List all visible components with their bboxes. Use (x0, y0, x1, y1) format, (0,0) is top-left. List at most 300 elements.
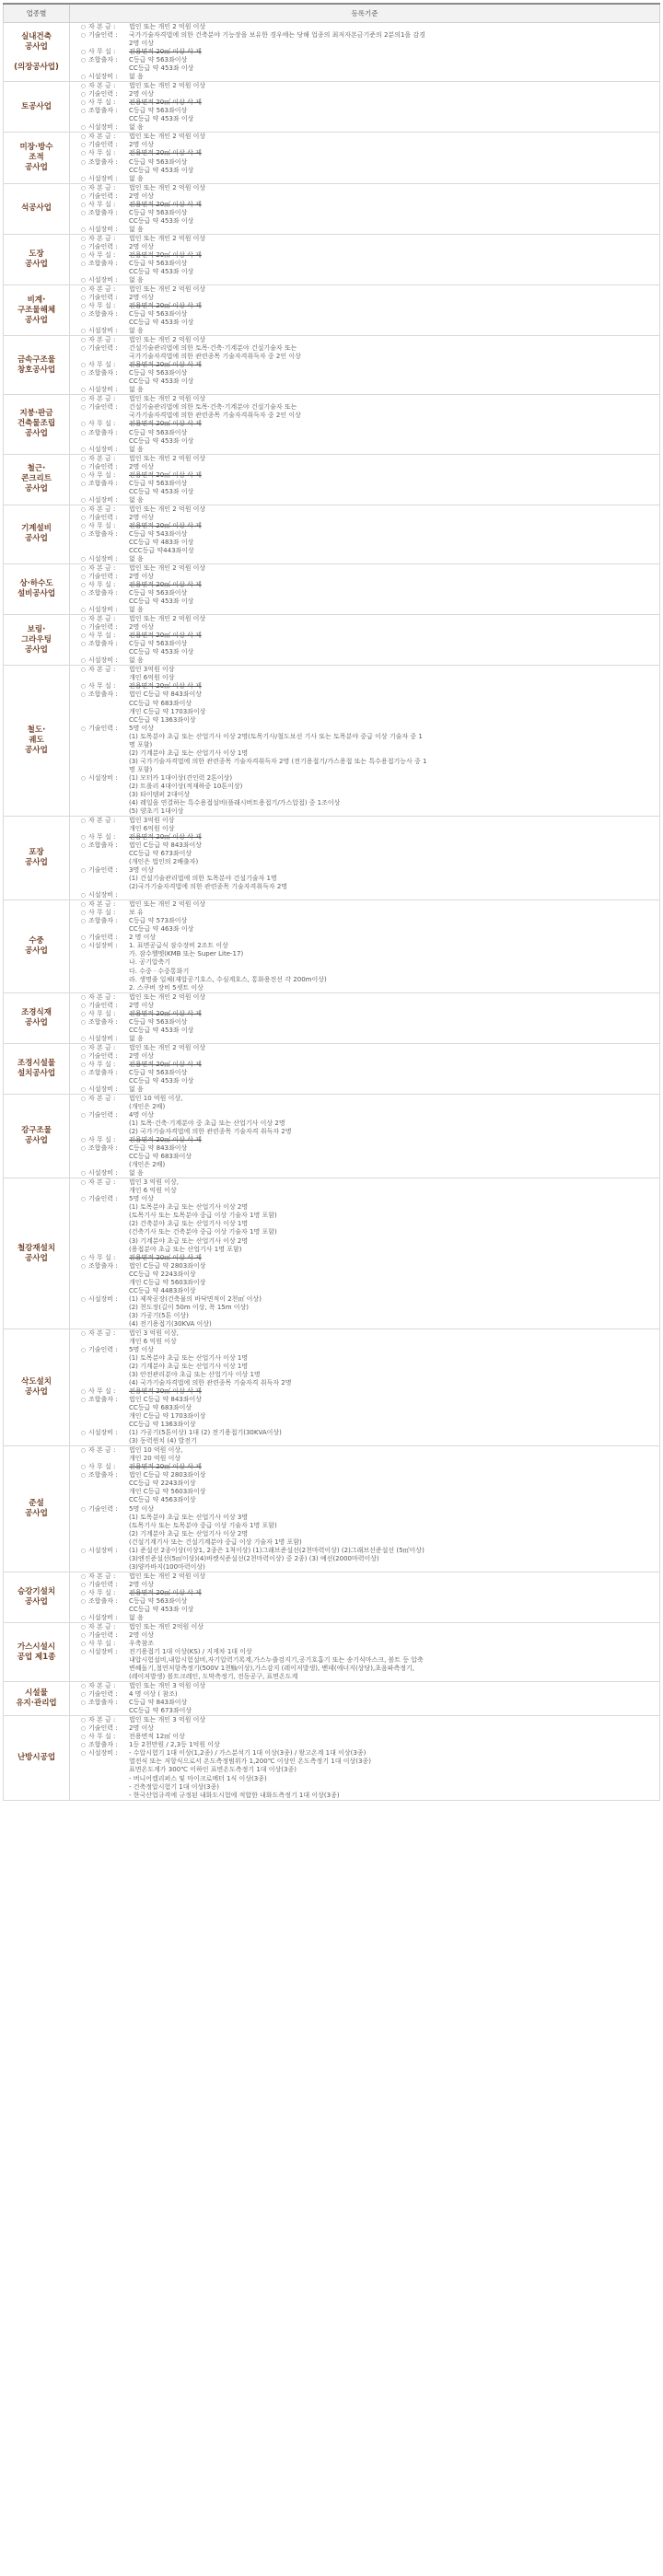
item-value: CC등급 약 453좌 이상 (129, 648, 194, 656)
standard-line (70, 1354, 659, 1363)
item-value: (4) 레일을 연결하는 특수용접설비(플래시버트용접기/가스압접) 중 1조이상 (129, 798, 341, 806)
standard-line (70, 1396, 659, 1404)
standard-line (70, 268, 659, 276)
bullet: ○ (80, 842, 86, 850)
bullet: ○ (80, 1010, 86, 1017)
item-value: 법인 또는 개인 2 억원 이상 (129, 992, 206, 1001)
item-value: 2명 이상 (129, 294, 154, 301)
standard-line (70, 690, 659, 699)
bullet: ○ (80, 590, 86, 598)
standard-line (70, 1338, 659, 1346)
item-value: CC등급 약 463좌 이상 (129, 925, 194, 934)
standard-line (70, 825, 659, 833)
item-label: 기술인력 : (88, 1345, 118, 1353)
item-value: CC등급 약 453좌 이상 (129, 64, 194, 73)
item-value: 가. 잠수헬멧(KMB 또는 Super Lite-17) (129, 950, 244, 958)
item-value: 없 음 (129, 73, 144, 81)
item-value: 없 음 (129, 1034, 144, 1042)
standard-line (70, 1061, 659, 1069)
standard-line (70, 1555, 659, 1563)
standard-line (70, 606, 659, 614)
standards-cell (70, 816, 660, 899)
item-value: (1) 토목분야 초급 또는 산업기사 이상 2명 (129, 1203, 249, 1212)
item-value: 국가기술자격법에 의한 건축분야 기능장을 보유한 경우에는 당해 업종의 최저자본금기준의 2분의1을 감경 (129, 31, 425, 40)
bullet: ○ (80, 1683, 86, 1690)
item-value: (3) 국가기술자격법에 의한 관련종목 기술자격취득자 2명 (전기용접기/가스용접 또는 특수용접기능사 중 1 (129, 757, 427, 765)
bullet: ○ (80, 24, 86, 30)
item-value: 전용면적 20㎡ 이상 삭 제 (129, 48, 202, 56)
item-value: - 수압시험기 1대 이상(1,2종) / 가스분석기 1대 이상(3종) / 왕고온계 1대 이상(3종) (129, 1749, 366, 1758)
category-cell: 수중 공사업 (4, 900, 70, 992)
category-cell: 기계설비 공사업 (4, 505, 70, 563)
item-value: 2명 이상 (129, 513, 154, 521)
item-value: 개인 6억원 이상 (129, 824, 175, 832)
item-value: C등급 약 563좌이상 (129, 369, 188, 377)
item-value: 없 음 (129, 554, 144, 563)
item-value: 2명 이상 (129, 90, 154, 99)
item-value: (2) 건축분야 초급 또는 산업기사 이상 1명 (129, 1220, 249, 1228)
item-value: 다. 수중 · 수중통화기 (129, 967, 190, 975)
item-label: 사 무 실 : (88, 250, 116, 259)
item-label: 사 무 실 : (88, 682, 116, 690)
item-value: (3) 타이템퍼 2대이상 (129, 790, 191, 798)
item-value: 2명 이상 (129, 462, 154, 470)
table-row (4, 234, 660, 284)
item-value: CC등급 약 4483좌이상 (129, 1286, 196, 1294)
standard-line (70, 656, 659, 665)
standard-line (70, 82, 659, 90)
bullet: ○ (80, 1631, 86, 1639)
item-label: 시설장비 : (88, 386, 118, 394)
item-value: 전용면적 20㎡ 이상 삭 제 (129, 1588, 202, 1596)
bullet: ○ (80, 1581, 86, 1588)
standard-line (70, 1522, 659, 1530)
item-label: 시설장비 : (88, 554, 118, 563)
standards-cell (70, 505, 660, 563)
bullet: ○ (80, 892, 86, 899)
standard-line (70, 555, 659, 563)
item-value: 법인 10 억원 이상, (129, 1094, 183, 1102)
item-label: 사 무 실 : (88, 1463, 116, 1471)
bullet: ○ (80, 133, 86, 141)
category-cell: 실내건축 공사업 (의장공사업) (4, 23, 70, 82)
item-label: 기술인력 : (88, 1195, 118, 1203)
item-value: 명 포함) (129, 765, 153, 773)
item-value: CC등급 약 683좌이상 (129, 1404, 192, 1412)
item-value: CC등급 약 453좌 이상 (129, 598, 194, 606)
standard-line (70, 1783, 659, 1792)
item-value: 법인 또는 개인 2 억원 이상 (129, 900, 206, 909)
standard-line (70, 56, 659, 64)
item-value: 4 명 이상 ( 참조) (129, 1690, 178, 1699)
standard-line (70, 623, 659, 632)
category-cell: 포장 공사업 (4, 816, 70, 899)
item-value: (개인은 2배) (129, 1161, 166, 1169)
standard-line (70, 353, 659, 361)
item-label: 사 무 실 : (88, 521, 116, 529)
bullet: ○ (80, 49, 86, 56)
item-value: C등급 약 563좌이상 (129, 1068, 188, 1076)
standard-line (70, 791, 659, 799)
standards-cell (70, 23, 660, 82)
item-value: 없 음 (129, 445, 144, 453)
item-value: 2명 이상 (129, 1724, 154, 1733)
item-value: 없 음 (129, 656, 144, 665)
standard-line (70, 243, 659, 251)
item-label: 기술인력 : (88, 1724, 118, 1733)
bullet: ○ (80, 184, 86, 191)
standard-line (70, 1656, 659, 1665)
bullet: ○ (80, 99, 86, 107)
bullet: ○ (80, 1725, 86, 1733)
item-value: 개인 C등급 약 5603좌이상 (129, 1278, 206, 1286)
item-label: 기술인력 : (88, 31, 118, 40)
item-value: (3) 가공기(5톤 이상) (129, 1311, 189, 1319)
item-label: 기술인력 : (88, 191, 118, 200)
standard-line (70, 1429, 659, 1437)
item-value: 법인 또는 개인 2 억원 이상 (129, 615, 206, 623)
standard-line (70, 285, 659, 294)
registration-table (3, 3, 660, 1801)
bullet: ○ (80, 641, 86, 648)
bullet: ○ (80, 1623, 86, 1630)
bullet: ○ (80, 429, 86, 436)
item-value: 전용면적 20㎡ 이상 삭 제 (129, 1253, 202, 1261)
item-value: C등급 약 563좌이상 (129, 589, 188, 598)
item-value: 개인 6 억원 이상 (129, 1187, 177, 1195)
category-cell: 비계· 구조물해체 공사업 (4, 284, 70, 335)
item-value: (1) 토목분야 초급 또는 산업기사 이상 2명(토목기사/철도보선 기사 또는 토목분야 중급 이상 기술자 중 1 (129, 732, 423, 740)
item-value: 전용면적 20㎡ 이상 삭 제 (129, 470, 202, 479)
item-value: (1) 토목·건축·기계분야 중 초급 또는 산업기사 이상 2명 (129, 1120, 285, 1128)
item-value: CC등급 약 453좌 이상 (129, 377, 194, 386)
item-label: 기술인력 : (88, 1690, 118, 1699)
item-value: 법인 또는 개인 2 억원 이상 (129, 183, 206, 191)
bullet: ○ (80, 505, 86, 513)
standard-line (70, 1514, 659, 1522)
item-value: C등급 약 563좌이상 (129, 107, 188, 115)
item-value: 전용면적 20㎡ 이상 삭 제 (129, 250, 202, 259)
item-label: 자 본 금 : (88, 82, 116, 90)
standard-line (70, 1329, 659, 1338)
standard-line (70, 1161, 659, 1169)
standard-line (70, 505, 659, 514)
category-cell: 삭도설치 공사업 (4, 1329, 70, 1445)
bullet: ○ (80, 1472, 86, 1479)
bullet: ○ (80, 1137, 86, 1144)
item-value: 2명 이상 (129, 1051, 154, 1060)
table-row (4, 992, 660, 1043)
item-value: C등급 약 563좌이상 (129, 157, 188, 166)
item-label: 조합출자 : (88, 1396, 118, 1404)
bullet: ○ (80, 370, 86, 377)
standard-line (70, 1673, 659, 1681)
bullet: ○ (80, 74, 86, 81)
standard-line (70, 1665, 659, 1673)
item-value: 2명 이상 (129, 40, 154, 48)
standard-line (70, 455, 659, 463)
item-value: (1) 토목분야 초급 또는 산업기사 이상 3명 (129, 1513, 249, 1521)
item-value: 전용면적 20㎡ 이상 삭 제 (129, 361, 202, 369)
standard-line (70, 976, 659, 984)
item-label: 시설장비 : (88, 1546, 118, 1554)
bullet: ○ (80, 1589, 86, 1596)
item-label: 자 본 금 : (88, 1622, 116, 1630)
item-label: 조합출자 : (88, 917, 118, 925)
item-value: (2) 트롤리 4대이상(적재하중 10톤이상) (129, 782, 243, 790)
standard-line (70, 141, 659, 149)
bullet: ○ (80, 1346, 86, 1353)
standard-line (70, 1279, 659, 1287)
item-label: 기술인력 : (88, 242, 118, 250)
bullet: ○ (80, 1145, 86, 1153)
standard-line (70, 942, 659, 950)
item-label: 시설장비 : (88, 773, 118, 782)
standard-line (70, 1404, 659, 1412)
bullet: ○ (80, 91, 86, 99)
item-label: 시설장비 : (88, 225, 118, 233)
standard-line (70, 1792, 659, 1800)
bullet: ○ (80, 404, 86, 412)
standard-line (70, 581, 659, 589)
standard-line (70, 226, 659, 234)
item-label: 사 무 실 : (88, 909, 116, 917)
item-label: 조합출자 : (88, 841, 118, 850)
bullet: ○ (80, 1085, 86, 1093)
item-value: 없 음 (129, 327, 144, 335)
item-label: 조합출자 : (88, 56, 118, 64)
bullet: ○ (80, 910, 86, 917)
item-value: (건설기계기사 또는 건설기계분야 중급 이상 기술자 1명 포함) (129, 1537, 302, 1546)
category-cell: 철도· 궤도 공사업 (4, 666, 70, 817)
item-label: 자 본 금 : (88, 1682, 116, 1690)
item-label: 기술인력 : (88, 1504, 118, 1513)
item-label: 사 무 실 : (88, 1640, 116, 1647)
standard-line (70, 817, 659, 825)
item-value: 법인 또는 개인 2 억원 이상 (129, 564, 206, 572)
standard-line (70, 1044, 659, 1052)
item-value: 개인 C등급 약 5603좌이상 (129, 1488, 206, 1496)
item-value: 2명 이상 (129, 191, 154, 200)
item-label: 조합출자 : (88, 1261, 118, 1270)
bullet: ○ (80, 124, 86, 132)
item-value: 전용면적 20㎡ 이상 삭 제 (129, 1136, 202, 1144)
standard-line (70, 175, 659, 183)
item-label: 시설장비 : (88, 174, 118, 182)
item-value: (5) 양초기 1대이상 (129, 806, 184, 815)
bullet: ○ (80, 108, 86, 115)
category-cell: 철강재설치 공사업 (4, 1178, 70, 1329)
bullet: ○ (80, 480, 86, 487)
item-value: 없 음 (129, 174, 144, 182)
bullet: ○ (80, 285, 86, 293)
item-label: 기술인력 : (88, 294, 118, 301)
item-label: 기술인력 : (88, 866, 118, 875)
standard-line (70, 1530, 659, 1538)
standard-line (70, 276, 659, 284)
item-label: 사 무 실 : (88, 1136, 116, 1144)
bullet: ○ (80, 1750, 86, 1758)
standard-line (70, 1496, 659, 1504)
table-row (4, 183, 660, 234)
item-label: 사 무 실 : (88, 149, 116, 157)
bullet: ○ (80, 918, 86, 925)
item-value: CC등급 약 453좌 이상 (129, 487, 194, 495)
header-category: 업종별 (4, 4, 70, 23)
item-label: 자 본 금 : (88, 816, 116, 824)
item-label: 시설장비 : (88, 445, 118, 453)
item-value: (개인은 법인의 2배출자) (129, 858, 199, 866)
item-label: 기술인력 : (88, 90, 118, 99)
item-value: (1) 준설선 2종이상(이상1, 2종은 1척이상) (1)그래브준설선(2천마력이상) (2)그래브선준설선 (5㎥이상) (129, 1546, 425, 1554)
standard-line (70, 1682, 659, 1690)
item-value: 전용면적 20㎡ 이상 삭 제 (129, 581, 202, 589)
item-value: C등급 약 563좌이상 (129, 259, 188, 267)
bullet: ○ (80, 175, 86, 182)
item-value: (3)양카바지(100마력이상) (129, 1562, 205, 1571)
item-label: 기술인력 : (88, 462, 118, 470)
standard-line (70, 1169, 659, 1178)
table-header-row (4, 4, 660, 23)
bullet: ○ (80, 243, 86, 250)
item-value: 1등 2천만원 / 2,3등 1억원 이상 (129, 1741, 220, 1749)
standard-line (70, 395, 659, 403)
item-value: (2) 기계분야 초급 또는 산업기사 이상 2명 (129, 1529, 249, 1537)
item-label: 시설장비 : (88, 606, 118, 614)
item-value: 전용면적 20㎡ 이상 삭 제 (129, 302, 202, 310)
category-cell: 상·하수도 설비공사업 (4, 564, 70, 615)
item-label: 조합출자 : (88, 428, 118, 436)
standard-line (70, 294, 659, 302)
standard-line (70, 1295, 659, 1304)
item-value: (토목기사 또는 토목분야 중급 이상 기술자 1명 포함) (129, 1212, 277, 1220)
standard-line (70, 1707, 659, 1715)
item-label: 조합출자 : (88, 690, 118, 699)
category-cell: 난방시공업 (4, 1716, 70, 1800)
standard-line (70, 725, 659, 733)
item-value: (2) 천도장(길이 50m 이상, 폭 15m 이상) (129, 1303, 250, 1311)
item-label: 사 무 실 : (88, 1009, 116, 1017)
standard-line (70, 774, 659, 783)
bullet: ○ (80, 1649, 86, 1656)
standards-cell (70, 1572, 660, 1622)
item-value: (2) 기계분야 초급 또는 산업기사 이상 1명 (129, 748, 249, 757)
item-value: (1) 토목분야 초급 또는 산업기사 이상 1명 (129, 1353, 249, 1362)
table-row (4, 1043, 660, 1094)
standard-line (70, 1136, 659, 1144)
item-label: 조합출자 : (88, 107, 118, 115)
item-value: 전기용접기 1대 이상(KS) / 지게차 1대 이상 (129, 1648, 252, 1656)
bullet: ○ (80, 235, 86, 242)
item-label: 기술인력 : (88, 623, 118, 632)
item-label: 조합출자 : (88, 369, 118, 377)
item-label: 사 무 실 : (88, 1253, 116, 1261)
standard-line (70, 496, 659, 505)
bullet: ○ (80, 328, 86, 335)
standard-line (70, 1623, 659, 1631)
item-label: 사 무 실 : (88, 361, 116, 369)
item-label: 시설장비 : (88, 73, 118, 81)
bullet: ○ (80, 1112, 86, 1120)
bullet: ○ (80, 1196, 86, 1203)
standard-line (70, 783, 659, 791)
standard-line (70, 123, 659, 132)
bullet: ○ (80, 1447, 86, 1455)
standard-line (70, 539, 659, 547)
standard-line (70, 934, 659, 942)
bullet: ○ (80, 574, 86, 581)
item-label: 사 무 실 : (88, 632, 116, 640)
table-row (4, 336, 660, 395)
item-label: 조합출자 : (88, 259, 118, 267)
standard-line (70, 23, 659, 31)
item-label: 기술인력 : (88, 934, 118, 942)
item-value: 전용면적 20㎡ 이상 삭 제 (129, 632, 202, 640)
item-value: 2명 이상 (129, 573, 154, 581)
item-label: 조합출자 : (88, 589, 118, 598)
item-value: 2명 이상 (129, 141, 154, 149)
item-label: 조합출자 : (88, 1741, 118, 1749)
bullet: ○ (80, 657, 86, 665)
item-value: 법인 3 억원 이상, (129, 1329, 179, 1337)
item-label: 기술인력 : (88, 344, 118, 353)
bullet: ○ (80, 1035, 86, 1042)
item-value: (3) 동력윈치 (4) 발전기 (129, 1437, 197, 1445)
item-label: 시설장비 : (88, 495, 118, 504)
standard-line (70, 1606, 659, 1614)
standard-line (70, 1246, 659, 1254)
standard-line (70, 1018, 659, 1027)
standard-line (70, 133, 659, 141)
item-value: 법인 또는 개인 2 억원 이상 (129, 336, 206, 344)
item-value: 1. 표면공급식 잠수장비 2조트 이상 (129, 942, 228, 950)
standard-line (70, 1228, 659, 1236)
item-value: 법인 또는 개인 2 억원 이상 (129, 395, 206, 403)
item-label: 조합출자 : (88, 1068, 118, 1076)
category-cell: 석공사업 (4, 183, 70, 234)
standard-line (70, 302, 659, 310)
bullet: ○ (80, 421, 86, 428)
bullet: ○ (80, 1295, 86, 1303)
standard-line (70, 1220, 659, 1228)
standard-line (70, 708, 659, 716)
table-body (4, 23, 660, 1801)
standard-line (70, 403, 659, 412)
standards-cell (70, 1682, 660, 1716)
table-row (4, 1178, 660, 1329)
bullet: ○ (80, 1717, 86, 1724)
bullet: ○ (80, 209, 86, 216)
bullet: ○ (80, 446, 86, 453)
item-value: 전용면적 20㎡ 이상 삭 제 (129, 833, 202, 841)
standards-cell (70, 1622, 660, 1681)
standard-line (70, 1195, 659, 1203)
item-value: 개인 6억원 이상 (129, 674, 175, 682)
item-label: 자 본 금 : (88, 336, 116, 344)
bullet: ○ (80, 276, 86, 284)
item-label: 자 본 금 : (88, 505, 116, 513)
item-label: 조합출자 : (88, 1017, 118, 1026)
category-cell: 승강기설치 공사업 (4, 1572, 70, 1622)
bullet: ○ (80, 1329, 86, 1337)
standard-line (70, 420, 659, 428)
bullet: ○ (80, 1691, 86, 1699)
item-value: C등급 약 573좌이상 (129, 917, 188, 925)
table-row (4, 666, 660, 817)
standard-line (70, 192, 659, 201)
category-cell: 금속구조물 창호공사업 (4, 336, 70, 395)
item-value: CC등급 약 453좌 이상 (129, 319, 194, 327)
